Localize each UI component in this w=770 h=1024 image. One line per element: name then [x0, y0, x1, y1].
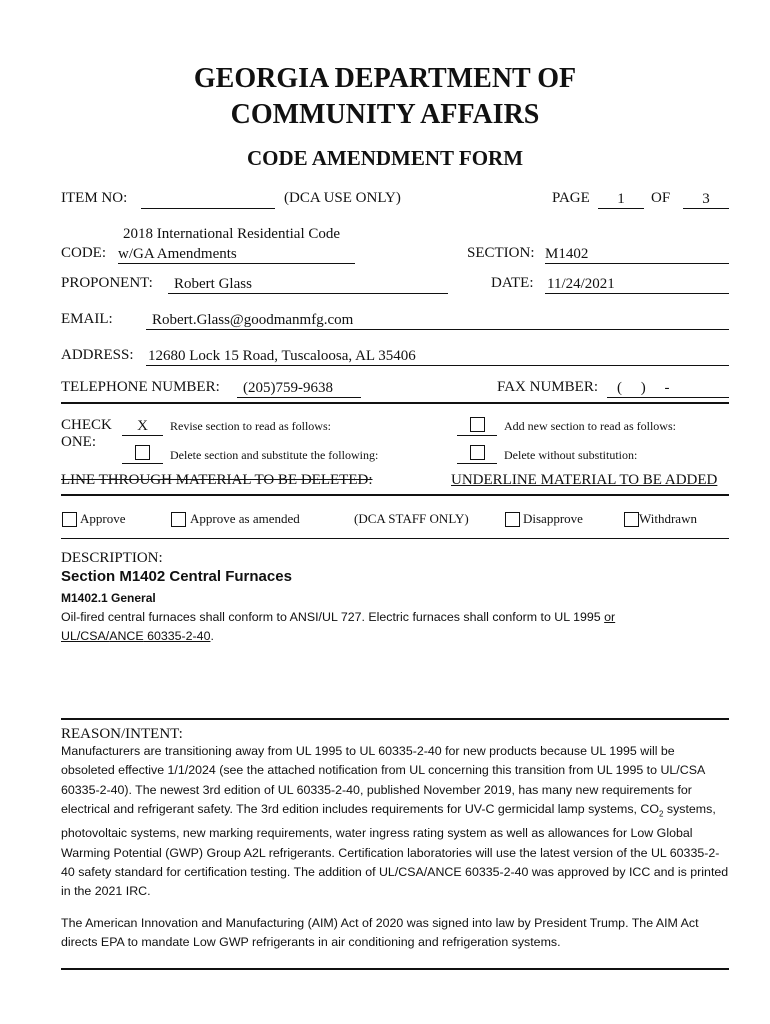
item-no-label: ITEM NO: [61, 190, 128, 206]
approve-checkbox[interactable] [62, 512, 77, 527]
fax-label: FAX NUMBER: [497, 379, 598, 395]
approve-as-amended-label: Approve as amended [190, 511, 300, 526]
address-label: ADDRESS: [61, 347, 134, 363]
description-text-a: Oil-fired central furnaces shall conform to ANSI/UL 727. Electric furnaces shall conform to UL 1995 [61, 610, 605, 624]
divider-top [61, 402, 729, 404]
proponent-label: PROPONENT: [61, 275, 153, 291]
page-current-field[interactable]: 1 [598, 190, 644, 209]
delete-substitute-box [135, 445, 150, 460]
divider-description [61, 718, 729, 720]
reason-paragraph-1-subscript: 2 [658, 809, 664, 819]
description-text [61, 608, 701, 647]
reason-paragraph-1-rest: systems, photovoltaic systems, new marking requirements, water ingress rating system as well as allowances for Low Global Warming Potential (GWP) Group A2L refrigerants. Certification laboratories will use the latest version of the UL 60335-2-40 safety standard for certification testing. The addition of UL/CSA/ANCE 60335-2-40 was approved by ICC and is printed in the 2021 IRC. [61, 802, 729, 899]
description-inserted-standard-a: UL/CSA/ [61, 629, 110, 644]
add-new-option-label: Add new section to read as follows: [504, 419, 676, 433]
withdrawn-checkbox[interactable] [624, 512, 639, 527]
agency-title-line1: GEORGIA DEPARTMENT OF [193, 63, 577, 94]
section-label: SECTION: [467, 245, 535, 261]
agency-title-line2: COMMUNITY AFFAIRS [230, 99, 540, 130]
telephone-label: TELEPHONE NUMBER: [61, 379, 220, 395]
description-label: DESCRIPTION: [61, 550, 163, 566]
page-of-label: OF [651, 190, 671, 206]
address-field[interactable]: 12680 Lock 15 Road, Tuscaloosa, AL 35406 [146, 347, 729, 366]
description-text-end: . [210, 629, 214, 644]
description-inserted-or: or [604, 610, 616, 624]
divider-bottom [61, 968, 729, 970]
page-total-field[interactable]: 3 [683, 190, 729, 209]
add-new-box [470, 417, 485, 432]
description-heading: Section M1402 Central Furnaces [61, 568, 292, 585]
date-field[interactable]: 11/24/2021 [545, 275, 729, 294]
revise-checkbox[interactable]: X [122, 417, 163, 436]
description-struck-text: ANCE [109, 629, 144, 644]
dca-staff-only-note: (DCA STAFF ONLY) [354, 511, 469, 526]
date-label: DATE: [491, 275, 534, 291]
description-subheading: M1402.1 General [61, 591, 156, 605]
revise-option-label: Revise section to read as follows: [170, 419, 331, 433]
email-field[interactable]: Robert.Glass@goodmanmfg.com [146, 311, 729, 330]
email-label: EMAIL: [61, 311, 113, 327]
reason-paragraph-1-text: Manufacturers are transitioning away from UL 1995 to UL 60335-2-40 for new products because UL 1995 will be obsoleted effective 1/1/2024 (see the attached notification from UL concerning this transition from UL 1995 to UL/CSA 60335-2-40). The newest 3rd edition of UL 60335-2-40, published November 2019, has many new requirements for electrical and refrigerant safety. The 3rd edition includes requirements for UV-C germicidal lamp systems, CO [61, 744, 705, 817]
divider-legend [61, 494, 729, 496]
fax-field[interactable]: ( ) - [607, 379, 729, 398]
form-title: CODE AMENDMENT FORM [246, 146, 524, 170]
dca-use-only-note: (DCA USE ONLY) [284, 190, 401, 206]
deleted-material-legend: LINE THROUGH MATERIAL TO BE DELETED: [61, 472, 373, 488]
divider-staff [61, 538, 729, 539]
delete-without-option-label: Delete without substitution: [504, 448, 638, 462]
added-material-legend: UNDERLINE MATERIAL TO BE ADDED [451, 472, 718, 488]
withdrawn-label: Withdrawn [639, 511, 697, 526]
code-label: CODE: [61, 245, 106, 261]
approve-as-amended-checkbox[interactable] [171, 512, 186, 527]
delete-without-box [470, 445, 485, 460]
telephone-field[interactable]: (205)759-9638 [237, 379, 361, 398]
approve-label: Approve [80, 511, 126, 526]
item-no-field[interactable] [141, 190, 275, 209]
check-one-label-line2: ONE: [61, 434, 96, 450]
code-line1: 2018 International Residential Code [123, 226, 341, 242]
disapprove-checkbox[interactable] [505, 512, 520, 527]
disapprove-label: Disapprove [523, 511, 583, 526]
delete-substitute-option-label: Delete section and substitute the following: [170, 448, 379, 462]
check-one-label-line1: CHECK [61, 417, 112, 433]
page-label: PAGE [552, 190, 590, 206]
reason-paragraph-2: The American Innovation and Manufacturing (AIM) Act of 2020 was signed into law by President Trump. The AIM Act directs EPA to mandate Low GWP refrigerants in air conditioning and refrigeration systems. [61, 916, 699, 950]
description-inserted-standard-b: 60335-2-40 [143, 629, 211, 644]
reason-label: REASON/INTENT: [61, 726, 183, 742]
proponent-field[interactable]: Robert Glass [168, 275, 448, 294]
section-field[interactable]: M1402 [545, 245, 729, 264]
reason-paragraph-1 [61, 742, 729, 902]
code-field[interactable]: w/GA Amendments [118, 245, 355, 264]
